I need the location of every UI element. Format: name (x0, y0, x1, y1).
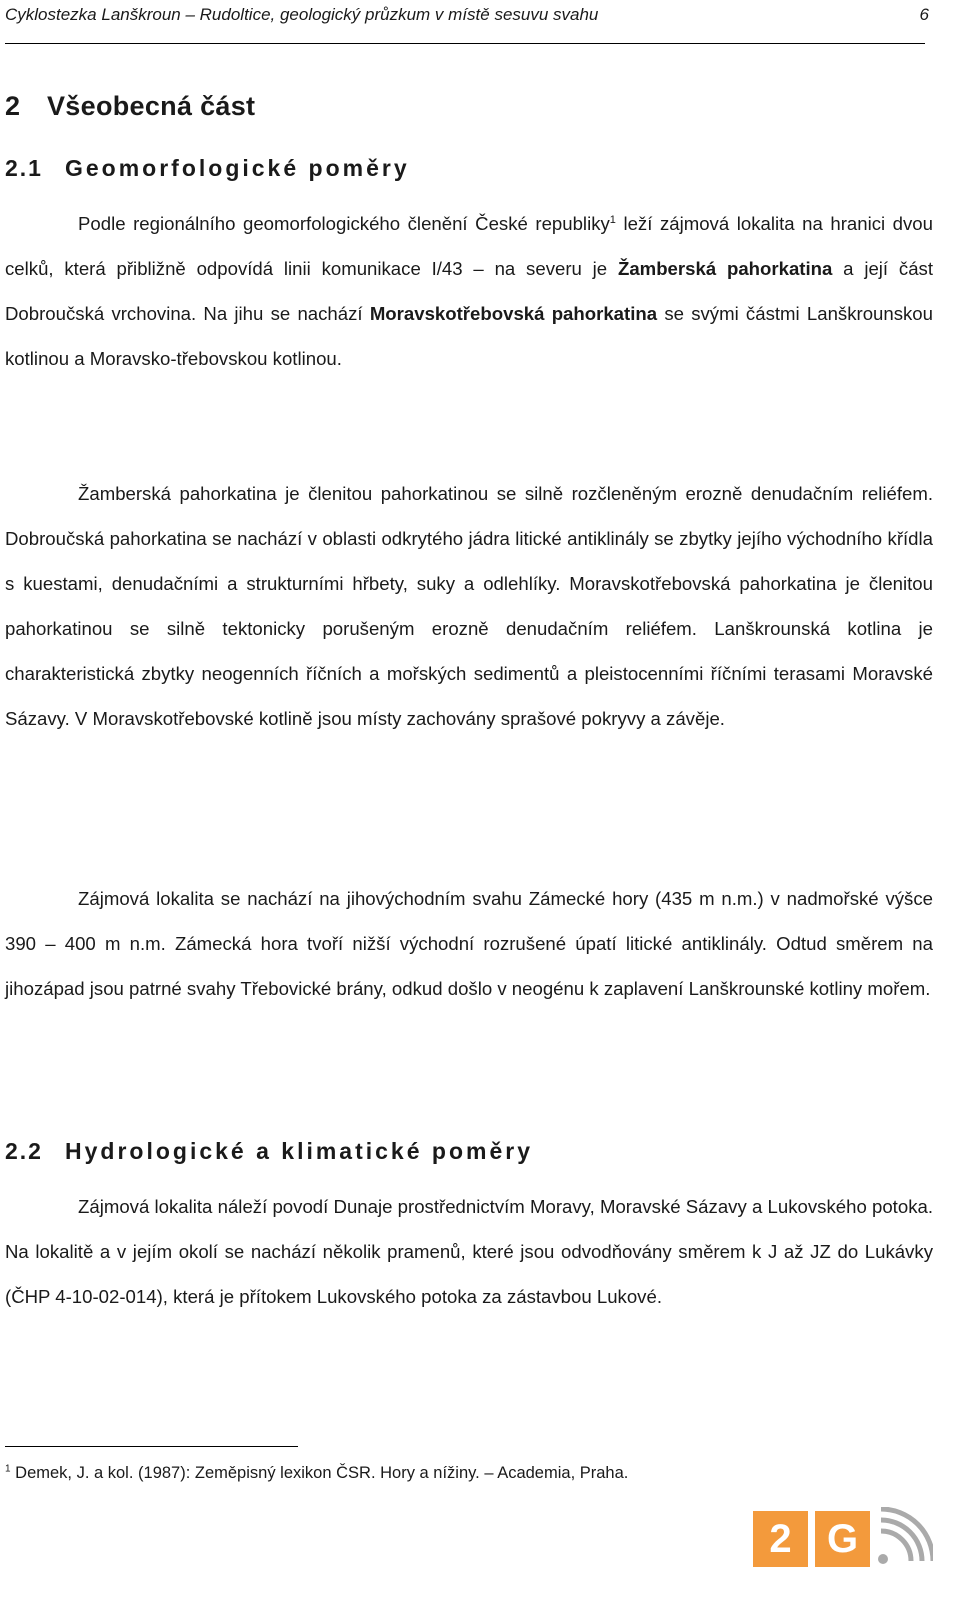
chapter-title: Všeobecná část (47, 91, 256, 121)
header-title: Cyklostezka Lanškroun – Rudoltice, geologický průzkum v místě sesuvu svahu (5, 5, 599, 24)
footnote-reference[interactable]: 1 (609, 213, 616, 226)
company-logo (753, 1507, 933, 1571)
footnote (5, 1460, 628, 1486)
document-page (5, 0, 933, 1610)
chapter-heading (5, 86, 255, 126)
section-heading-hydrology (5, 1134, 533, 1168)
section-number: 2.1 (5, 155, 43, 181)
bold-term-moravskotrebovska: Moravskotřebovská pahorkatina (369, 303, 658, 324)
text-run: Podle regionálního geomorfologického členění České republiky (78, 213, 610, 234)
signal-waves-icon (875, 1507, 933, 1571)
header-rule (5, 43, 925, 44)
section-heading-geomorphology (5, 151, 410, 185)
footnote-separator (5, 1446, 298, 1447)
footnote-text: Demek, J. a kol. (1987): Zeměpisný lexikon ČSR. Hory a nížiny. – Academia, Praha. (10, 1464, 629, 1482)
section-title: Hydrologické a klimatické poměry (65, 1138, 533, 1164)
section-number: 2.2 (5, 1138, 43, 1164)
running-header (5, 2, 933, 28)
logo-box-2: 2 (753, 1511, 808, 1567)
section-title: Geomorfologické poměry (65, 155, 410, 181)
paragraph-geomorphology-2: Žamberská pahorkatina je členitou pahorkatinou se silně rozčleněným erozně denudačním reliéfem. Dobroučská pahorkatina se nachází v oblasti odkrytého jádra litické antiklinály se zbytky jejího východního křídla s kuestami, denudačními a strukturními hřbety, suky a odlehlíky. Moravskotřebovská pahorkatina je členitou pahorkatinou se silně tektonicky porušeným erozně denudačním reliéfem. Lanškrounská kotlina je charakteristická zbytky neogenních říčních a mořských sedimentů a pleistocenními říčními terasami Moravské Sázavy. V Moravskotřebovské kotlině jsou místy zachovány sprašové pokryvy a závěje. (5, 483, 933, 729)
logo-box-g: G (815, 1511, 870, 1567)
chapter-number: 2 (5, 91, 21, 121)
text-run: leží zájmová lokalita na hranici dvou celků, která přibližně odpovídá linii komunikace I/43 – na severu je (5, 213, 933, 279)
paragraph-geomorphology-3: Zájmová lokalita se nachází na jihovýchodním svahu Zámecké hory (435 m n.m.) v nadmořské výšce 390 – 400 m n.m. Zámecká hora tvoří nižší východní rozrušené úpatí litické antiklinály. Odtud směrem na jihozápad jsou patrné svahy Třebovické brány, odkud došlo v neogénu k zaplavení Lanškrounské kotliny mořem. (5, 888, 933, 999)
text-run: se svými částmi Lanškrounskou kotlinou a Moravsko-třebovskou kotlinou. (5, 303, 933, 369)
paragraph-geomorphology-1 (5, 201, 933, 381)
footnote-number: 1 (5, 1463, 11, 1475)
page-number: 6 (919, 5, 929, 24)
bold-term-zamberska: Žamberská pahorkatina (617, 258, 833, 279)
text-run: a její část Dobroučská vrchovina. Na jihu se nachází (5, 258, 933, 324)
paragraph-hydrology-1: Zájmová lokalita náleží povodí Dunaje prostřednictvím Moravy, Moravské Sázavy a Lukovského potoka. Na lokalitě a v jejím okolí se nachází několik pramenů, které jsou odvodňovány směrem k J až JZ do Lukávky (ČHP 4-10-02-014), která je přítokem Lukovského potoka za zástavbou Lukové. (5, 1196, 933, 1307)
